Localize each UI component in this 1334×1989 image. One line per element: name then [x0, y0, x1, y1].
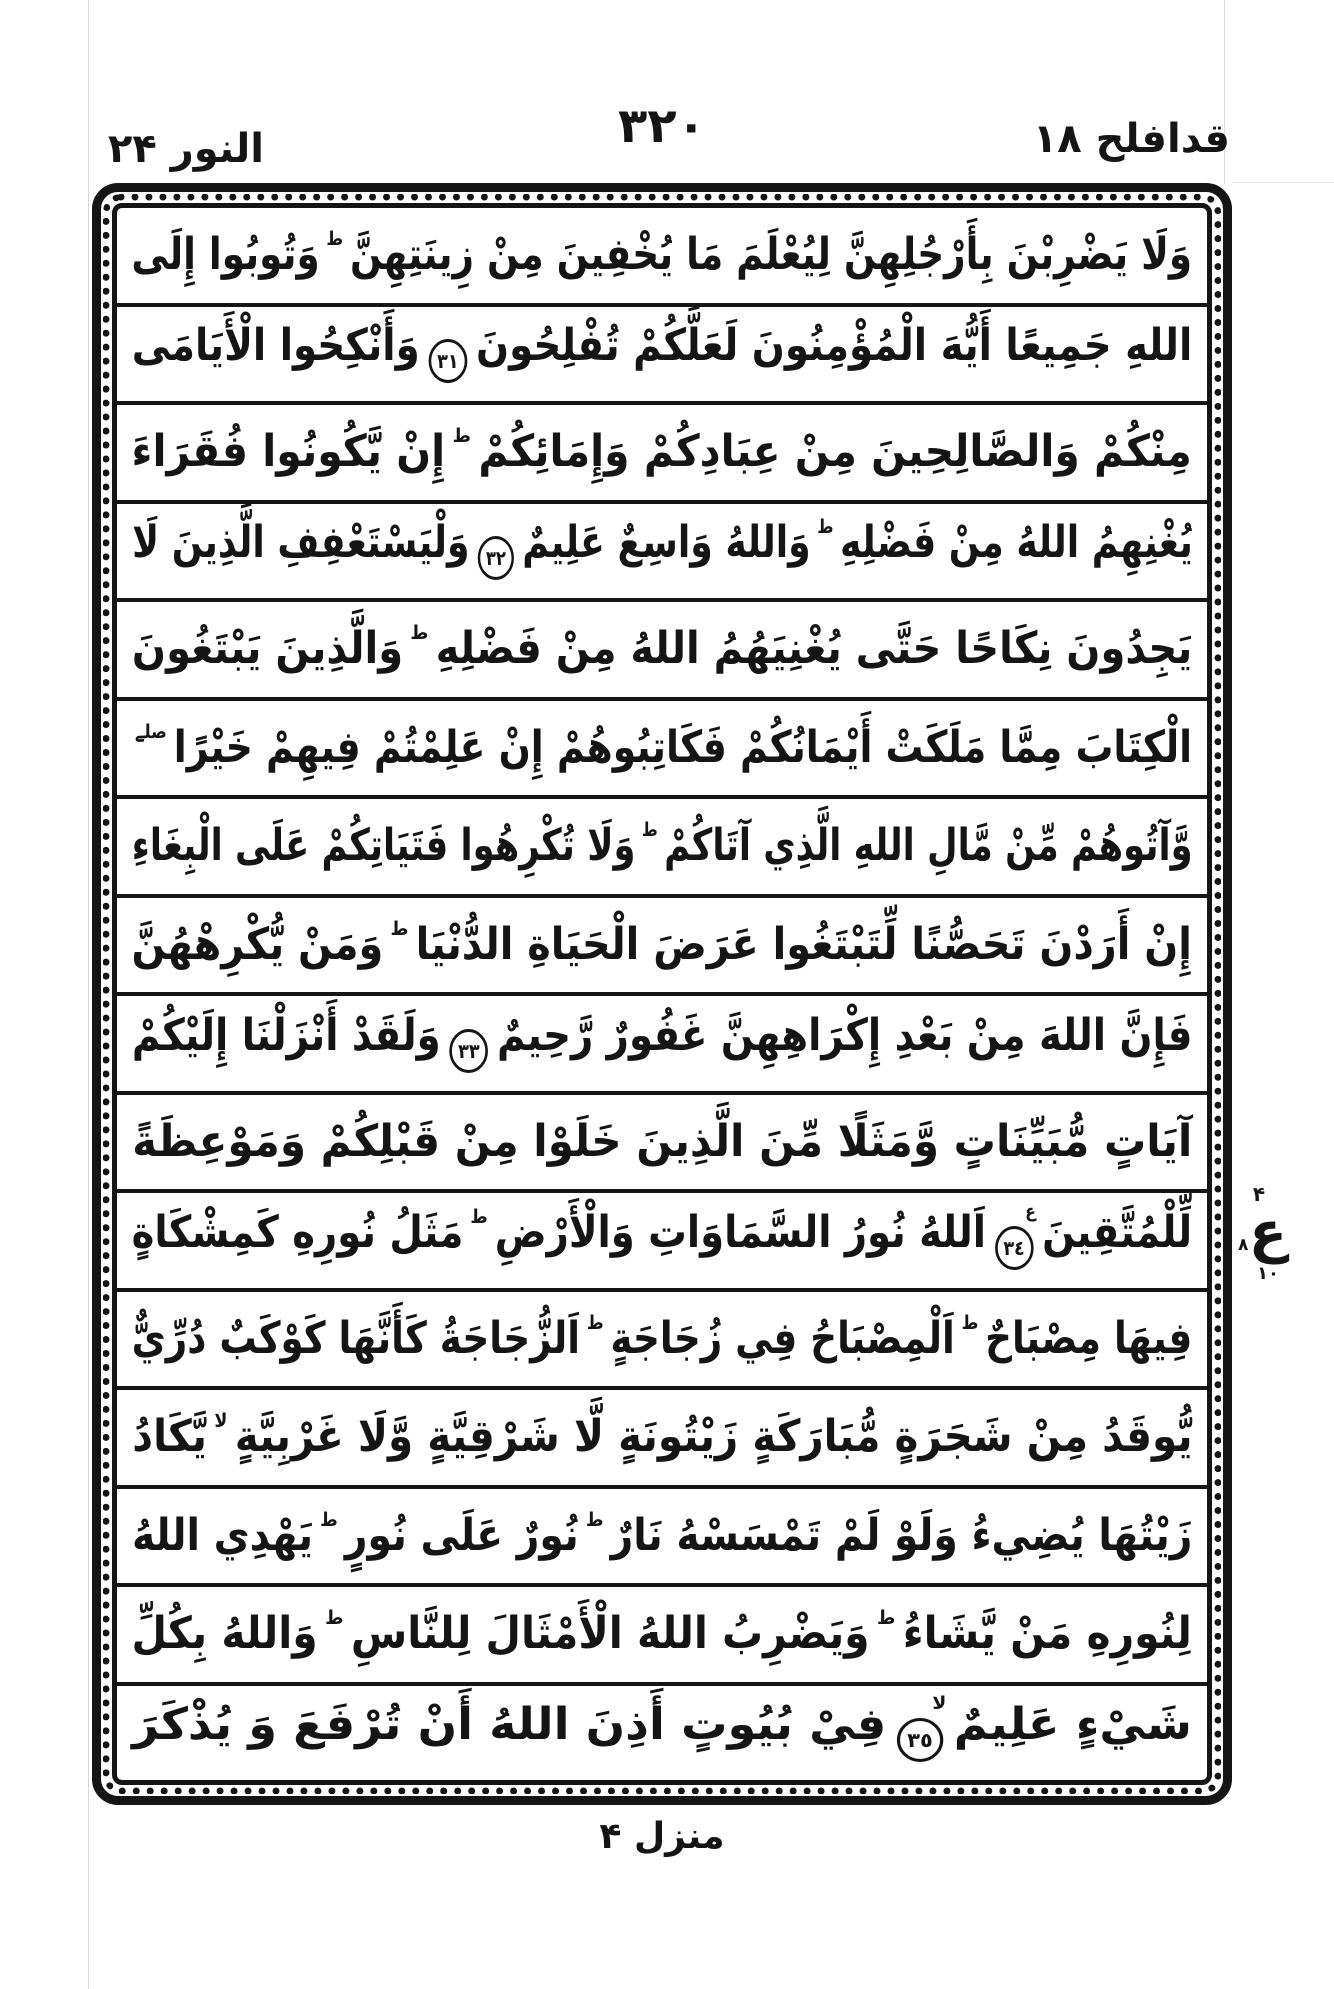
pause-mark: ط — [452, 425, 472, 448]
pause-mark: ط — [410, 622, 429, 645]
ayah-text: زَيْتُهَا يُضِيءُ وَلَوْ لَمْ تَمْسَسْهُ نَارٌ — [610, 1509, 1193, 1561]
verse-number-badge — [449, 1029, 488, 1073]
quran-line — [117, 1686, 1207, 1781]
verse-above-mark: لا — [932, 1693, 947, 1715]
ayah-text: وَاللهُ وَاسِعٌ عَلِيمٌ — [521, 517, 811, 569]
quran-line — [117, 602, 1207, 701]
ayah-text: شَيْءٍ عَلِيمٌ — [953, 1699, 1192, 1751]
ayah-text: وَلْيَسْتَعْفِفِ الَّذِينَ لَا — [131, 517, 470, 569]
quran-line — [117, 405, 1207, 504]
header-surah-name: النور ٢۴ — [108, 126, 264, 172]
ayah-text: وَلَا تُكْرِهُوا فَتَيَاتِكُمْ عَلَى الْبِغَاءِ — [131, 820, 636, 872]
verse-number: ٣٥ — [907, 1728, 933, 1753]
ayah-text: مَثَلُ نُورِهِ كَمِشْكَاةٍ — [131, 1206, 464, 1258]
header-juz-name: قدافلح ١٨ — [1032, 116, 1230, 162]
ayah-text: وَالَّذِينَ يَبْتَغُونَ — [131, 623, 403, 675]
ruku-ayah-count: ٨ — [1238, 1234, 1249, 1255]
verse-number: ٣٤ — [1003, 1235, 1025, 1260]
ruku-ain-letter: ع — [1248, 1200, 1288, 1265]
ayah-text: اَلزُّجَاجَةُ كَأَنَّهَا كَوْكَبٌ دُرِّيٌّ — [131, 1312, 581, 1364]
quran-line — [117, 1095, 1207, 1194]
ayah-text: فَإِنَّ اللهَ مِنْ بَعْدِ إِكْرَاهِهِنَّ غَفُورٌ رَّحِيمٌ — [496, 1009, 1193, 1061]
verse-above-mark: ع — [1025, 1200, 1037, 1222]
quran-line — [117, 701, 1207, 800]
ayah-text: وَاللهُ بِكُلِّ — [131, 1608, 318, 1660]
quran-line — [117, 996, 1207, 1095]
quran-line — [117, 1390, 1207, 1489]
ayah-text: فِيهَا مِصْبَاحٌ — [985, 1312, 1193, 1364]
pause-mark: ط — [586, 1311, 604, 1334]
pause-mark: ط — [470, 1205, 488, 1228]
quran-line — [117, 1292, 1207, 1391]
pause-mark: صلے — [135, 720, 168, 743]
quran-line — [117, 898, 1207, 997]
ayah-text: آيَاتٍ مُّبَيِّنَاتٍ وَّمَثَلًا مِّنَ الَّذِينَ خَلَوْا مِنْ قَبْلِكُمْ وَمَوْعِظَةً — [131, 1115, 1193, 1167]
pause-mark: ط — [390, 917, 409, 940]
verse-number-badge — [897, 1693, 947, 1762]
verse-number: ٣٢ — [485, 546, 506, 571]
ayah-text: اللهِ جَمِيعًا أَيُّهَ الْمُؤْمِنُونَ لَعَلَّكُمْ تُفْلِحُونَ — [476, 320, 1193, 372]
ruku-surah-count: ۴ — [1252, 1182, 1266, 1206]
ayah-text: وَلَا يَضْرِبْنَ بِأَرْجُلِهِنَّ لِيُعْلَمَ مَا يُخْفِينَ مِنْ زِينَتِهِنَّ — [350, 229, 1193, 281]
ayah-text: يَجِدُونَ نِكَاحًا حَتَّى يُغْنِيَهُمُ اللهُ مِنْ فَضْلِهِ — [435, 623, 1193, 675]
ayah-text: وَتُوبُوا إِلَى — [131, 229, 320, 281]
quran-text-block — [112, 203, 1212, 1785]
border-bead-chain — [103, 194, 1221, 1794]
ayah-text: اَلْمِصْبَاحُ فِي زُجَاجَةٍ — [610, 1312, 955, 1364]
page-fold-line-top — [1232, 182, 1334, 183]
ayah-text: وَّآتُوهُمْ مِّنْ مَّالِ اللهِ الَّذِي آتَاكُمْ — [663, 820, 1193, 872]
pause-mark: ط — [319, 1508, 338, 1531]
pause-mark: ط — [585, 1508, 604, 1531]
pause-mark: ط — [326, 228, 344, 251]
ayah-text: لِنُورِهِ مَنْ يَّشَاءُ — [903, 1608, 1193, 1660]
pause-mark: ط — [325, 1607, 344, 1630]
pause-mark: ط — [816, 516, 833, 539]
ayah-text: إِنْ أَرَدْنَ تَحَصُّنًا لِّتَبْتَغُوا عَرَضَ الْحَيَاةِ الدُّنْيَا — [415, 918, 1193, 970]
ayah-text: اَللهُ نُورُ السَّمَاوَاتِ وَالْأَرْضِ — [494, 1206, 987, 1258]
header-page-number: ٣٢٠ — [618, 98, 706, 154]
ayah-text: يَّكَادُ — [131, 1411, 207, 1463]
ayah-text: وَلَقَدْ أَنْزَلْنَا إِلَيْكُمْ — [131, 1009, 441, 1061]
page-fold-line-left — [88, 0, 89, 1989]
verse-number-badge — [477, 536, 513, 580]
ayah-text: الْكِتَابَ مِمَّا مَلَكَتْ أَيْمَانُكُمْ فَكَاتِبُوهُمْ إِنْ عَلِمْتُمْ فِيهِمْ خَيْرًا — [173, 721, 1193, 773]
ayah-text: وَأَنْكِحُوا الْأَيَامَى — [131, 320, 420, 372]
ayah-text: يُغْنِهِمُ اللهُ مِنْ فَضْلِهِ — [839, 517, 1193, 569]
ayah-text: وَيَضْرِبُ اللهُ الْأَمْثَالَ لِلنَّاسِ — [351, 1608, 870, 1660]
ayah-text: يَهْدِي اللهُ — [131, 1509, 313, 1561]
quran-line — [117, 799, 1207, 898]
ayah-text: إِنْ يَّكُونُوا فُقَرَاءَ — [131, 426, 446, 478]
ruku-marker — [1236, 1184, 1300, 1283]
verse-number: ٣٣ — [457, 1038, 480, 1063]
ayah-text: لِّلْمُتَّقِينَ — [1042, 1206, 1193, 1258]
verse-number: ٣١ — [437, 349, 459, 374]
verse-number-badge — [995, 1200, 1037, 1270]
ayah-text: فِيْ بُيُوتٍ أَذِنَ اللهُ أَنْ تُرْفَعَ وَ يُذْكَرَ — [132, 1699, 887, 1751]
quran-line — [117, 1489, 1207, 1588]
verse-number-badge — [428, 339, 467, 383]
ayah-text: يُّوقَدُ مِنْ شَجَرَةٍ مُّبَارَكَةٍ زَيْتُونَةٍ لَّا شَرْقِيَّةٍ وَّلَا غَرْبِيَّةٍ — [234, 1411, 1193, 1463]
quran-line — [117, 208, 1207, 307]
ayah-text: وَمَنْ يُّكْرِهْهُنَّ — [131, 918, 384, 970]
pause-mark: ط — [641, 819, 658, 842]
ruku-juz-count: ١٠ — [1257, 1262, 1279, 1284]
pause-mark: لا — [213, 1410, 227, 1433]
quran-line — [117, 504, 1207, 603]
quran-line — [117, 307, 1207, 406]
ayah-text: مِنْكُمْ وَالصَّالِحِينَ مِنْ عِبَادِكُمْ وَإِمَائِكُمْ — [478, 426, 1193, 478]
ruku-ain-symbol — [1236, 1200, 1300, 1265]
pause-mark: ط — [961, 1311, 979, 1334]
quran-line — [117, 1193, 1207, 1292]
footer-manzil-label: منزل ۴ — [599, 1816, 725, 1857]
pause-mark: ط — [877, 1607, 896, 1630]
ayah-text: نُورٌ عَلَى نُورٍ — [344, 1509, 579, 1561]
quran-line — [117, 1587, 1207, 1686]
decorative-border-frame — [92, 183, 1232, 1805]
